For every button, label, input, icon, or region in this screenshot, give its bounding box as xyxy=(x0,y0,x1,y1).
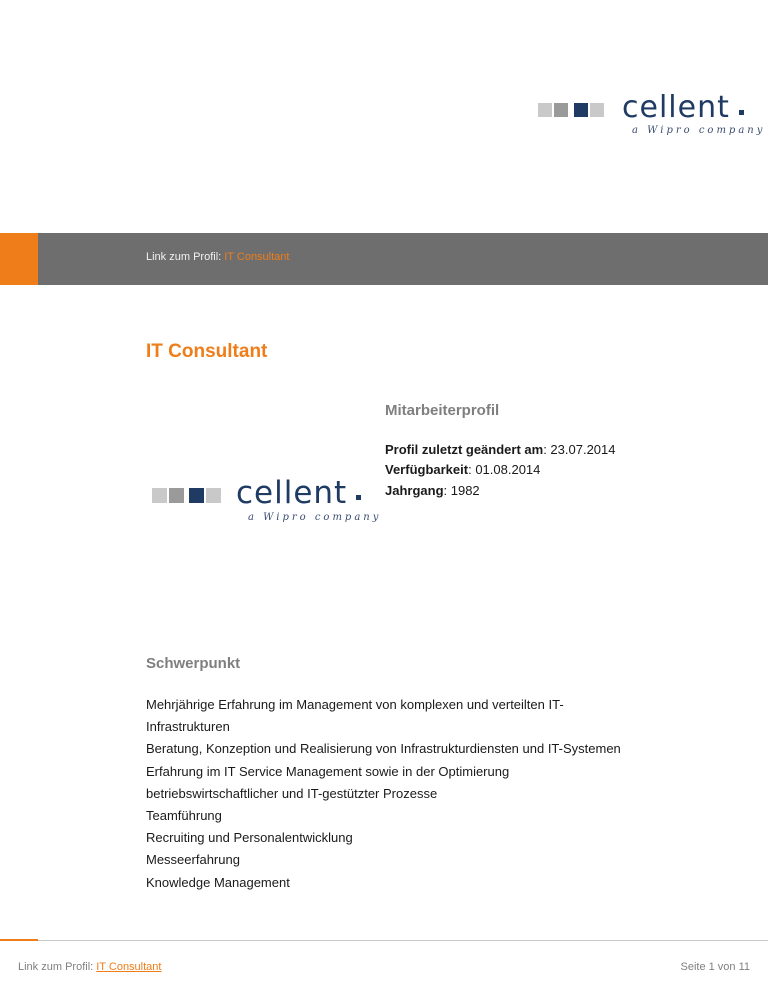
header-profile-link[interactable]: IT Consultant xyxy=(224,251,290,263)
list-item: Messeerfahrung xyxy=(146,852,240,868)
profile-field-availability xyxy=(385,462,540,477)
footer-accent xyxy=(0,939,38,941)
logo-dot xyxy=(739,110,744,115)
list-item: Erfahrung im IT Service Management sowie in der Optimierung xyxy=(146,763,510,779)
logo-square-navy xyxy=(574,103,588,117)
profile-field-value: : 1982 xyxy=(443,483,480,498)
header-band xyxy=(0,233,768,285)
profile-heading: Mitarbeiterprofil xyxy=(385,402,500,419)
logo-square-grey xyxy=(554,103,568,117)
logo-dot xyxy=(356,495,361,500)
profile-field-last-changed xyxy=(385,442,616,457)
list-item: Mehrjährige Erfahrung im Management von komplexen und verteilten IT- xyxy=(146,697,564,712)
header-accent xyxy=(0,233,38,285)
profile-field-label: Verfügbarkeit xyxy=(385,462,469,477)
logo-square-light-2 xyxy=(206,488,221,503)
profile-field-label: Jahrgang xyxy=(385,483,444,498)
footer-profile-link-line xyxy=(18,961,161,973)
page-title: IT Consultant xyxy=(146,341,268,362)
logo-square-light xyxy=(152,488,167,503)
focus-heading: Schwerpunkt xyxy=(146,655,241,672)
list-item: Recruiting und Personalentwicklung xyxy=(146,830,353,846)
header-profile-link-line xyxy=(146,251,289,263)
logo-tagline: a Wipro company xyxy=(632,125,766,136)
header-link-prefix: Link zum Profil: xyxy=(146,251,225,263)
footer-profile-link[interactable]: IT Consultant xyxy=(96,961,162,973)
list-item: Teamführung xyxy=(146,808,222,824)
profile-field-birth-year xyxy=(385,483,480,498)
profile-field-value: : 23.07.2014 xyxy=(543,442,616,457)
profile-field-label: Profil zuletzt geändert am xyxy=(385,442,544,457)
footer-link-prefix: Link zum Profil: xyxy=(18,961,97,973)
list-item: Knowledge Management xyxy=(146,874,290,890)
profile-field-value: : 01.08.2014 xyxy=(468,462,541,477)
company-logo xyxy=(538,90,766,142)
page-number: Seite 1 von 11 xyxy=(680,961,750,973)
focus-list xyxy=(146,694,706,894)
logo-wordmark: cellent xyxy=(236,475,348,511)
list-item: betriebswirtschaftlicher und IT-gestützter Prozesse xyxy=(146,785,438,801)
profile-picture-logo xyxy=(152,475,382,524)
logo-square-grey xyxy=(169,488,184,503)
logo-wordmark: cellent xyxy=(622,90,730,125)
logo-square-light xyxy=(538,103,552,117)
logo-square-light-2 xyxy=(590,103,604,117)
list-item: Infrastrukturen xyxy=(146,719,230,735)
footer-divider xyxy=(0,940,768,941)
logo-square-navy xyxy=(189,488,204,503)
logo-tagline: a Wipro company xyxy=(248,512,382,523)
list-item: Beratung, Konzeption und Realisierung von Infrastrukturdiensten und IT-Systemen xyxy=(146,741,621,757)
